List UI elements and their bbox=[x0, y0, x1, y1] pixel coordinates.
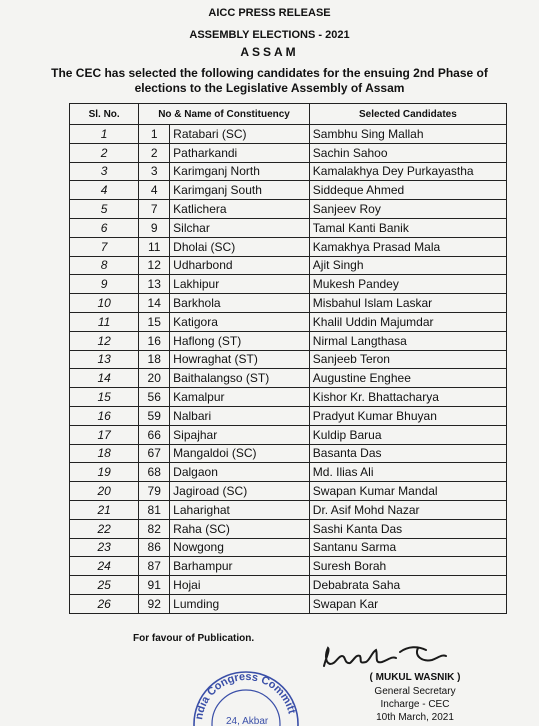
sl-no-cell: 19 bbox=[70, 463, 139, 482]
table-row bbox=[70, 256, 507, 275]
constituency-name-cell: Lakhipur bbox=[170, 275, 310, 294]
table-header-row bbox=[70, 104, 507, 125]
table-row bbox=[70, 500, 507, 519]
constituency-no-cell: 11 bbox=[139, 237, 170, 256]
constituency-name-cell: Haflong (ST) bbox=[170, 331, 310, 350]
candidate-name-cell: Kamalakhya Dey Purkayastha bbox=[309, 162, 506, 181]
table-row bbox=[70, 200, 507, 219]
signer-title-1: General Secretary bbox=[374, 686, 456, 697]
constituency-name-cell: Sipajhar bbox=[170, 425, 310, 444]
constituency-name-cell: Katigora bbox=[170, 312, 310, 331]
table-row bbox=[70, 218, 507, 237]
constituency-name-cell: Nowgong bbox=[170, 538, 310, 557]
sl-no-cell: 24 bbox=[70, 557, 139, 576]
table-row bbox=[70, 576, 507, 595]
signer-title-2: Incharge - CEC bbox=[380, 699, 450, 710]
constituency-no-cell: 79 bbox=[139, 482, 170, 501]
sl-no-cell: 6 bbox=[70, 218, 139, 237]
table-row bbox=[70, 350, 507, 369]
candidate-name-cell: Basanta Das bbox=[309, 444, 506, 463]
candidate-name-cell: Ajit Singh bbox=[309, 256, 506, 275]
constituency-no-cell: 68 bbox=[139, 463, 170, 482]
sl-no-cell: 10 bbox=[70, 294, 139, 313]
candidate-name-cell: Kishor Kr. Bhattacharya bbox=[309, 388, 506, 407]
constituency-no-cell: 20 bbox=[139, 369, 170, 388]
candidate-name-cell: Sambhu Sing Mallah bbox=[309, 125, 506, 144]
constituency-name-cell: Laharighat bbox=[170, 500, 310, 519]
table-row bbox=[70, 519, 507, 538]
constituency-no-cell: 18 bbox=[139, 350, 170, 369]
sl-no-cell: 25 bbox=[70, 576, 139, 595]
table-row bbox=[70, 294, 507, 313]
table-row bbox=[70, 237, 507, 256]
constituency-no-cell: 12 bbox=[139, 256, 170, 275]
constituency-name-cell: Hojai bbox=[170, 576, 310, 595]
candidate-name-cell: Augustine Enghee bbox=[309, 369, 506, 388]
candidate-name-cell: Swapan Kumar Mandal bbox=[309, 482, 506, 501]
sl-no-cell: 9 bbox=[70, 275, 139, 294]
sl-no-cell: 20 bbox=[70, 482, 139, 501]
table-row bbox=[70, 369, 507, 388]
table-row bbox=[70, 331, 507, 350]
table-row bbox=[70, 181, 507, 200]
sl-no-cell: 17 bbox=[70, 425, 139, 444]
constituency-name-cell: Ratabari (SC) bbox=[170, 125, 310, 144]
sl-no-cell: 22 bbox=[70, 519, 139, 538]
constituency-name-cell: Raha (SC) bbox=[170, 519, 310, 538]
table-row bbox=[70, 538, 507, 557]
candidate-name-cell: Mukesh Pandey bbox=[309, 275, 506, 294]
table-row bbox=[70, 406, 507, 425]
constituency-no-cell: 3 bbox=[139, 162, 170, 181]
constituency-name-cell: Dalgaon bbox=[170, 463, 310, 482]
svg-text:ndia Congress Committ bbox=[193, 671, 298, 721]
state-title: ASSAM bbox=[240, 45, 299, 59]
release-date: 10th March, 2021 bbox=[376, 712, 454, 723]
constituency-name-cell: Howraghat (ST) bbox=[170, 350, 310, 369]
press-release-title: AICC PRESS RELEASE bbox=[208, 7, 331, 19]
table-row bbox=[70, 557, 507, 576]
sl-no-cell: 13 bbox=[70, 350, 139, 369]
sl-no-cell: 2 bbox=[70, 143, 139, 162]
constituency-no-cell: 81 bbox=[139, 500, 170, 519]
table-row bbox=[70, 594, 507, 613]
candidate-name-cell: Pradyut Kumar Bhuyan bbox=[309, 406, 506, 425]
elections-title: ASSEMBLY ELECTIONS - 2021 bbox=[189, 29, 350, 41]
candidate-name-cell: Misbahul Islam Laskar bbox=[309, 294, 506, 313]
candidates-table bbox=[69, 103, 507, 614]
favour-note: For favour of Publication. bbox=[133, 633, 255, 644]
constituency-no-cell: 92 bbox=[139, 594, 170, 613]
header-constituency: No & Name of Constituency bbox=[139, 104, 310, 125]
table-row bbox=[70, 425, 507, 444]
candidate-name-cell: Sanjeeb Teron bbox=[309, 350, 506, 369]
table-row bbox=[70, 388, 507, 407]
sl-no-cell: 14 bbox=[70, 369, 139, 388]
constituency-no-cell: 87 bbox=[139, 557, 170, 576]
constituency-name-cell: Kamalpur bbox=[170, 388, 310, 407]
table-row bbox=[70, 275, 507, 294]
constituency-no-cell: 4 bbox=[139, 181, 170, 200]
constituency-no-cell: 66 bbox=[139, 425, 170, 444]
sl-no-cell: 7 bbox=[70, 237, 139, 256]
candidate-name-cell: Kuldip Barua bbox=[309, 425, 506, 444]
constituency-no-cell: 14 bbox=[139, 294, 170, 313]
constituency-name-cell: Jagiroad (SC) bbox=[170, 482, 310, 501]
constituency-name-cell: Baithalangso (ST) bbox=[170, 369, 310, 388]
sl-no-cell: 4 bbox=[70, 181, 139, 200]
sl-no-cell: 11 bbox=[70, 312, 139, 331]
sl-no-cell: 8 bbox=[70, 256, 139, 275]
constituency-name-cell: Patharkandi bbox=[170, 143, 310, 162]
constituency-name-cell: Mangaldoi (SC) bbox=[170, 444, 310, 463]
constituency-no-cell: 7 bbox=[139, 200, 170, 219]
constituency-name-cell: Katlichera bbox=[170, 200, 310, 219]
constituency-no-cell: 67 bbox=[139, 444, 170, 463]
sl-no-cell: 21 bbox=[70, 500, 139, 519]
table-row bbox=[70, 162, 507, 181]
header-sl-no: Sl. No. bbox=[70, 104, 139, 125]
constituency-no-cell: 1 bbox=[139, 125, 170, 144]
seal-address: 24, Akbar bbox=[226, 716, 269, 726]
candidate-name-cell: Tamal Kanti Banik bbox=[309, 218, 506, 237]
candidate-name-cell: Suresh Borah bbox=[309, 557, 506, 576]
candidate-name-cell: Swapan Kar bbox=[309, 594, 506, 613]
constituency-name-cell: Karimganj South bbox=[170, 181, 310, 200]
constituency-name-cell: Barkhola bbox=[170, 294, 310, 313]
candidate-name-cell: Md. Ilias Ali bbox=[309, 463, 506, 482]
constituency-no-cell: 9 bbox=[139, 218, 170, 237]
signature-mark bbox=[318, 638, 468, 674]
sl-no-cell: 12 bbox=[70, 331, 139, 350]
sl-no-cell: 26 bbox=[70, 594, 139, 613]
table-row bbox=[70, 463, 507, 482]
constituency-no-cell: 86 bbox=[139, 538, 170, 557]
constituency-no-cell: 56 bbox=[139, 388, 170, 407]
constituency-name-cell: Nalbari bbox=[170, 406, 310, 425]
constituency-name-cell: Udharbond bbox=[170, 256, 310, 275]
candidate-name-cell: Sanjeev Roy bbox=[309, 200, 506, 219]
constituency-no-cell: 16 bbox=[139, 331, 170, 350]
constituency-name-cell: Dholai (SC) bbox=[170, 237, 310, 256]
constituency-name-cell: Lumding bbox=[170, 594, 310, 613]
table-row bbox=[70, 143, 507, 162]
sl-no-cell: 16 bbox=[70, 406, 139, 425]
sl-no-cell: 15 bbox=[70, 388, 139, 407]
candidate-name-cell: Nirmal Langthasa bbox=[309, 331, 506, 350]
sl-no-cell: 1 bbox=[70, 125, 139, 144]
candidate-name-cell: Khalil Uddin Majumdar bbox=[309, 312, 506, 331]
sl-no-cell: 5 bbox=[70, 200, 139, 219]
header-candidates: Selected Candidates bbox=[309, 104, 506, 125]
candidate-name-cell: Dr. Asif Mohd Nazar bbox=[309, 500, 506, 519]
table-row bbox=[70, 444, 507, 463]
constituency-no-cell: 91 bbox=[139, 576, 170, 595]
candidate-name-cell: Sachin Sahoo bbox=[309, 143, 506, 162]
constituency-no-cell: 15 bbox=[139, 312, 170, 331]
candidate-name-cell: Kamakhya Prasad Mala bbox=[309, 237, 506, 256]
constituency-no-cell: 82 bbox=[139, 519, 170, 538]
candidate-name-cell: Sashi Kanta Das bbox=[309, 519, 506, 538]
constituency-no-cell: 59 bbox=[139, 406, 170, 425]
constituency-name-cell: Barhampur bbox=[170, 557, 310, 576]
table-row bbox=[70, 312, 507, 331]
party-seal bbox=[190, 650, 300, 726]
seal-arc-text: ndia Congress Committ bbox=[193, 670, 298, 721]
constituency-no-cell: 2 bbox=[139, 143, 170, 162]
candidate-name-cell: Santanu Sarma bbox=[309, 538, 506, 557]
constituency-name-cell: Silchar bbox=[170, 218, 310, 237]
candidate-name-cell: Siddeque Ahmed bbox=[309, 181, 506, 200]
sl-no-cell: 18 bbox=[70, 444, 139, 463]
sl-no-cell: 23 bbox=[70, 538, 139, 557]
table-row bbox=[70, 125, 507, 144]
constituency-no-cell: 13 bbox=[139, 275, 170, 294]
table-row bbox=[70, 482, 507, 501]
constituency-name-cell: Karimganj North bbox=[170, 162, 310, 181]
intro-text bbox=[0, 66, 539, 96]
candidate-name-cell: Debabrata Saha bbox=[309, 576, 506, 595]
intro-text-body: The CEC has selected the following candidates for the ensuing 2nd Phase of elections to the Legislative Assembly of Assam bbox=[51, 66, 488, 95]
signer-name: ( MUKUL WASNIK ) bbox=[369, 672, 461, 683]
sl-no-cell: 3 bbox=[70, 162, 139, 181]
